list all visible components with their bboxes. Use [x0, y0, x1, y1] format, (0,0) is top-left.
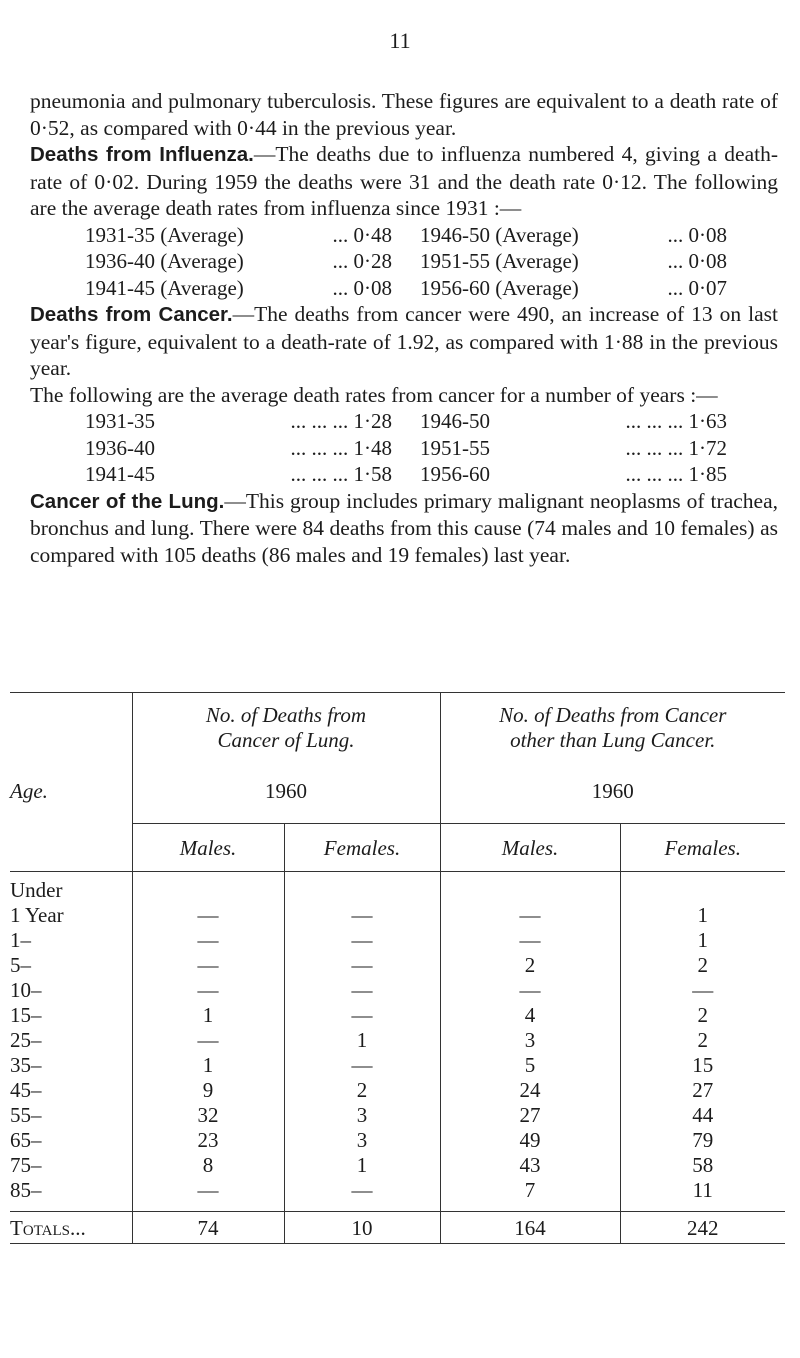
row-age: 35– — [10, 1053, 42, 1077]
row-age: 1 Year — [10, 903, 64, 927]
other-males: 43 — [440, 1153, 620, 1178]
row-age: 5– — [10, 953, 31, 977]
table-row — [10, 1078, 785, 1103]
other-females: 2 — [620, 1003, 785, 1028]
table-body — [10, 872, 785, 1212]
other-males: 24 — [440, 1078, 620, 1103]
other-females: — — [620, 978, 785, 1003]
lung-females — [284, 872, 440, 904]
cancer-rate-row: 1941-45 ... ... ... 1·58 — [85, 462, 392, 486]
totals-row — [10, 1212, 785, 1244]
paragraph-intro: pneumonia and pulmonary tuberculosis. These figures are equivalent to a death rate of 0·52, as compared with 0·44 in the previous year. — [30, 89, 778, 140]
other-males: 7 — [440, 1178, 620, 1212]
age-header: Age. — [10, 779, 48, 803]
row-age: 65– — [10, 1128, 42, 1152]
table-row — [10, 1053, 785, 1078]
lung-heading: Cancer of the Lung. — [30, 489, 225, 513]
lung-males: — — [132, 978, 284, 1003]
other-males: — — [440, 903, 620, 928]
row-age: 75– — [10, 1153, 42, 1177]
influenza-rate-row: 1951-55 (Average) ... 0·08 — [420, 249, 727, 273]
page-number: 11 — [389, 28, 411, 53]
cancer-rate-row: 1936-40 ... ... ... 1·48 — [85, 435, 392, 460]
table-row — [10, 1028, 785, 1053]
lung-females: — — [284, 978, 440, 1003]
other-males: 4 — [440, 1003, 620, 1028]
other-males: 2 — [440, 953, 620, 978]
row-age: 85– — [10, 1178, 42, 1202]
other-females: 15 — [620, 1053, 785, 1078]
cancer-rates-list — [85, 408, 778, 488]
lung-females: 1 — [284, 1028, 440, 1053]
table-row — [10, 978, 785, 1003]
table-row — [10, 1128, 785, 1153]
other-males: 27 — [440, 1103, 620, 1128]
table-row — [10, 1003, 785, 1028]
lung-males: 9 — [132, 1078, 284, 1103]
table-group-header-row — [10, 693, 785, 766]
lung-males: — — [132, 1028, 284, 1053]
table-year-row — [10, 765, 785, 823]
other-females: 79 — [620, 1128, 785, 1153]
cancer-heading: Deaths from Cancer. — [30, 303, 233, 326]
other-females: 2 — [620, 1028, 785, 1053]
lung-males: 8 — [132, 1153, 284, 1178]
table-row — [10, 1153, 785, 1178]
other-males: 3 — [440, 1028, 620, 1053]
other-males: — — [440, 978, 620, 1003]
other-females — [620, 872, 785, 904]
other-females: 11 — [620, 1178, 785, 1212]
other-males: — — [440, 928, 620, 953]
lung-males: — — [132, 953, 284, 978]
row-age: 55– — [10, 1103, 42, 1127]
cancer-rate-row: 1946-50 ... ... ... 1·63 — [420, 409, 727, 433]
lung-females: — — [284, 1053, 440, 1078]
total-other-males: 164 — [440, 1212, 620, 1244]
influenza-text: —The deaths due to influenza numbered 4, giving a death-rate of 0·02. During 1959 the deaths were 31 and the death rate 0·12. The following are the average death rates from influenza since 1931 :— — [30, 142, 778, 220]
total-other-females: 242 — [620, 1212, 785, 1244]
females-header-other: Females. — [620, 823, 785, 872]
males-header: Males. — [132, 823, 284, 872]
lung-females: 3 — [284, 1103, 440, 1128]
table-row — [10, 872, 785, 904]
influenza-heading: Deaths from Influenza. — [30, 143, 254, 166]
influenza-rate-row: 1956-60 (Average) ... 0·07 — [420, 275, 727, 300]
other-females: 1 — [620, 903, 785, 928]
deaths-table-container — [10, 692, 785, 1244]
lung-females: — — [284, 953, 440, 978]
row-age: 10– — [10, 978, 42, 1002]
lung-females: — — [284, 1003, 440, 1028]
total-lung-females: 10 — [284, 1212, 440, 1244]
cancer-rate-row: 1931-35 ... ... ... 1·28 — [85, 409, 392, 433]
table-sex-row — [10, 823, 785, 872]
paragraph-influenza — [30, 141, 778, 222]
paragraph-lung — [30, 488, 778, 569]
row-age: 25– — [10, 1028, 42, 1052]
lung-text: —This group includes primary malignant neoplasms of trachea, bronchus and lung. There were 84 deaths from this cause (74 males and 10 females) as compared with 105 deaths (86 males and 19 females) last year. — [30, 488, 778, 567]
other-females: 44 — [620, 1103, 785, 1128]
cancer-text: —The deaths from cancer were 490, an increase of 13 on last year's figure, equivalent to a death-rate of 1.92, as compared with 1·88 in the previous year. — [30, 302, 778, 380]
lung-females: — — [284, 1178, 440, 1212]
lung-males: — — [132, 928, 284, 953]
row-age: 15– — [10, 1003, 42, 1027]
other-males — [440, 872, 620, 904]
influenza-rates-list — [85, 222, 778, 302]
other-cancer-group-header: No. of Deaths from Cancer other than Lung Cancer. — [440, 693, 785, 766]
total-lung-males: 74 — [132, 1212, 284, 1244]
influenza-rate-row: 1946-50 (Average) ... 0·08 — [420, 222, 727, 247]
other-females: 2 — [620, 953, 785, 978]
influenza-rate-row: 1941-45 (Average) ... 0·08 — [85, 275, 392, 300]
other-males: 49 — [440, 1128, 620, 1153]
females-header: Females. — [284, 823, 440, 872]
other-females: 1 — [620, 928, 785, 953]
other-males: 5 — [440, 1053, 620, 1078]
lung-males: 1 — [132, 1003, 284, 1028]
table-row — [10, 953, 785, 978]
body-text — [30, 88, 778, 568]
influenza-rate-row: 1931-35 (Average) ... 0·48 — [85, 222, 392, 247]
lung-males — [132, 872, 284, 904]
row-age: 1– — [10, 928, 31, 952]
lung-males: 23 — [132, 1128, 284, 1153]
table-row — [10, 1178, 785, 1212]
lung-males: — — [132, 1178, 284, 1212]
deaths-by-age-table — [10, 692, 785, 1244]
table-row — [10, 903, 785, 928]
lung-females: 1 — [284, 1153, 440, 1178]
paragraph-cancer — [30, 301, 778, 382]
lung-females: — — [284, 903, 440, 928]
other-females: 27 — [620, 1078, 785, 1103]
lung-females: 2 — [284, 1078, 440, 1103]
table-row — [10, 928, 785, 953]
males-header-other: Males. — [440, 823, 620, 872]
year-header-lung: 1960 — [132, 765, 440, 823]
year-header-other: 1960 — [440, 765, 785, 823]
row-age: Under — [10, 878, 63, 902]
cancer-rate-row: 1956-60 ... ... ... 1·85 — [420, 462, 727, 486]
totals-label: Totals... — [10, 1216, 86, 1240]
row-age: 45– — [10, 1078, 42, 1102]
lung-males: 32 — [132, 1103, 284, 1128]
lung-males: — — [132, 903, 284, 928]
lung-males: 1 — [132, 1053, 284, 1078]
lung-females: 3 — [284, 1128, 440, 1153]
paragraph-cancer-rates-intro: The following are the average death rates from cancer for a number of years :— — [30, 382, 718, 407]
lung-cancer-group-header: No. of Deaths from Cancer of Lung. — [132, 693, 440, 766]
lung-females: — — [284, 928, 440, 953]
other-females: 58 — [620, 1153, 785, 1178]
influenza-rate-row: 1936-40 (Average) ... 0·28 — [85, 249, 392, 273]
cancer-rate-row: 1951-55 ... ... ... 1·72 — [420, 435, 727, 460]
table-row — [10, 1103, 785, 1128]
